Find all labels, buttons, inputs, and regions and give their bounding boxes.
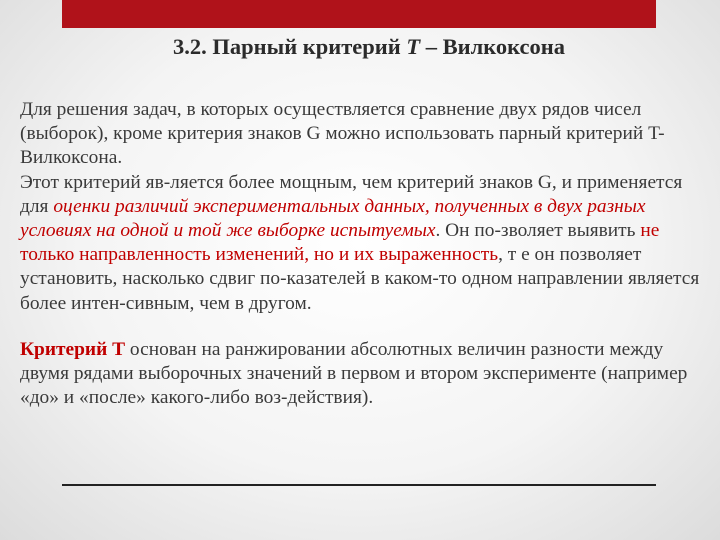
paragraph-ranking (20, 338, 700, 411)
top-accent-bar (62, 0, 656, 28)
paragraph3-lead: Критерий Т (20, 338, 126, 360)
paragraph2-text-3: , т е он позволяет установить, насколько сдвиг по-казателей в каком-то одном направлении является более интен-сивным, чем в другом. (20, 244, 700, 314)
paragraph3-text: основан на ранжировании абсолютных величин разности между двумя рядами выборочных значений в первом и втором эксперименте (например «до» и «после» какого-либо воз-действия). (20, 338, 688, 409)
paragraph2-text-2: . Он по-зволяет выявить (435, 220, 641, 242)
bottom-divider (62, 484, 656, 486)
paragraph-criterion-power (20, 171, 700, 316)
title-prefix: 3.2. Парный критерий (173, 34, 407, 59)
slide-body (20, 98, 700, 410)
paragraph2-text-1: Этот критерий яв-ляется более мощным, чем критерий знаков G, и применяется для (20, 171, 683, 217)
paragraph2-highlight: не только направленность изменений, но и их выраженность (20, 220, 660, 266)
title-variable: T (406, 34, 421, 59)
slide-title (0, 34, 720, 60)
paragraph2-emphasis: оценки различий экспериментальных данных, полученных в двух разных условиях на одной и той же выборке испытуемых (20, 195, 646, 242)
paragraph-intro: Для решения задач, в которых осуществляется сравнение двух рядов чисел (выборок), кроме критерия знаков G можно использовать парный критерий T- Вилкоксона. (20, 99, 665, 169)
title-suffix: – Вилкоксона (420, 34, 565, 59)
